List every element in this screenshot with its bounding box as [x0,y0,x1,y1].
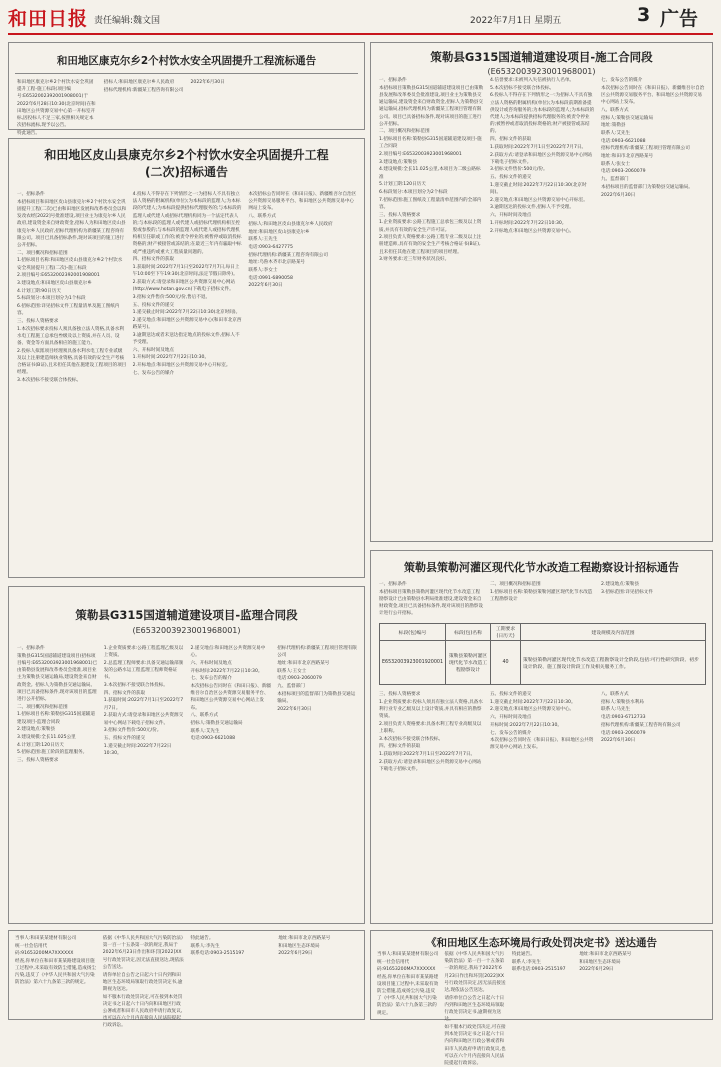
paragraph: 1.企业资质要求:公路工程监理乙级及以上资质。 [103,646,184,659]
paragraph: 本招标项目的监督部门为策勒县交通运输局。 [601,184,693,190]
header-rule [8,33,713,35]
paragraph: 三、投标人资格要求 [17,758,59,764]
text-column [579,951,640,1019]
paragraph: 特此通告。 [17,130,40,136]
paragraph: 3.招标文件售价:500元/份。 [103,728,162,734]
paragraph: 四、招标文件的获取 [103,690,146,696]
paragraph: 2022年6月29日 [579,967,614,973]
table-header: 工期要求(日历天) [491,624,521,641]
text-column [133,191,243,575]
paragraph: 招标人:和田地区康克尔乡人民政府 [103,80,175,85]
paragraph: 6.招标范围:详见招标文件工程量清单及施工图纸内容。 [17,304,120,317]
paragraph: 2.获取方式:请登录和田地区公共资源交易中心网站(http://www.hotan.gov.cn)下载电子招标文件。 [132,279,236,293]
text-column [444,951,506,1067]
notice-body [379,77,706,539]
paragraph: 5.计划工期:120日历天 [379,182,426,188]
notice-title: 和田地区皮山县康克尔乡2个村饮水安全巩固提升工程(二次)招标通告 [44,148,329,179]
paragraph: 2.递交地点:和田地区公共资源交易中心。 [490,707,575,713]
paragraph: 七、发布公告的媒介 [601,78,643,83]
paragraph: 3.招标文件售价:500元/份。 [490,167,548,173]
paragraph: 4.计划工期:120日历天 [17,742,64,748]
notice-body [377,951,708,1067]
editor-credit: 责任编辑:魏文国 [94,16,161,26]
text-column [277,645,358,921]
notice-body [17,79,358,136]
table-cell: 40 [491,641,521,685]
paragraph: 1.企业资质要求:投标人须具有独立法人资格,具备水利行业专业乙级及以上设计资质,并具有相应的勘察资质。 [379,699,483,720]
paragraph: 2022年6月30日 [601,738,636,744]
title-rule [15,73,358,74]
paragraph: 联系人:艾先生 [190,728,220,734]
paragraph: 1.招标项目名称:策勒县策勒河灌区现代化节水改造工程勘察设计 [490,589,593,602]
notice-water-tender [8,138,365,578]
paragraph: 九、监督部门 [277,684,305,690]
paragraph: 依据《中华人民共和国大气污染防治法》第一百一十五条第一款的规定,我局于2022年6月23日作出和环罚[2022]XX号行政处罚决定,因无法直接送达,现依法公告送达。 [102,936,184,970]
paragraph: 2.项目编号:E6532003923001968001 [379,152,462,158]
paragraph: 联系人:李女士 [248,268,278,274]
paragraph: 招标人:策勒县水利局 [601,699,644,705]
paragraph: 本招标项目策勒县策勒河灌区现代化节水改造工程勘察设计已由策勒县水利局批准建设,建设资金来自财政资金,项目已具备招标条件,现对该项目的勘察设计进行公开招标。 [379,589,483,617]
paragraph: 电话:0903-6427775 [248,244,293,250]
notice-title: 策勒县策勒河灌区现代化节水改造工程勘察设计招标通告 [404,561,679,574]
paragraph: 电话:0903-2060079 [601,730,646,736]
text-column [191,645,272,921]
text-column [490,581,595,621]
paragraph: 1.招标项目名称:和田地区皮山县康克尔乡2个村饮水安全巩固提升工程(二次)-施工标段 [17,258,123,271]
paragraph: 2.开标地点:和田地区公共资源交易中心开标室。 [132,363,231,369]
text-column [17,79,98,136]
paragraph: 4.信誉要求:未被列入失信被执行人名单。 [490,78,575,83]
notice-title: 策勒县G315国道辅道建设项目-施工合同段 [430,50,653,64]
paragraph: 六、开标时间及地点 [490,213,532,219]
issue-date: 2022年7月1日 星期五 [470,16,562,26]
notice-g315-supervision [8,586,365,924]
paragraph: 开标时间:2022年7月22日10:30。 [190,668,263,674]
paragraph: 地址:乌鲁木齐市北京路某号 [248,260,306,266]
paragraph: 电话:0903-6712733 [601,715,646,721]
paragraph: 地址:策勒县 [601,123,626,129]
notice-title: 和田地区康克尔乡2个村饮水安全巩固提升工程流标通告 [56,55,317,67]
paragraph: 六、开标时间及地点 [490,715,532,721]
paragraph: 1.开标时间:2022年7月22日10:30。 [490,220,567,226]
notice-failed-bid [8,42,365,136]
paragraph: 1.获取时间:2022年7月1日至2022年7月7日,每日上午10:00至下午19:30(北京时间,法定节假日除外)。 [132,265,240,278]
text-column [17,191,127,575]
paragraph: 八、联系方式 [248,214,276,220]
paragraph: 五、投标文件的递交 [132,302,175,308]
text-column [278,935,360,1017]
paragraph: 本招标项目和田地区皮山县康克尔乡2个村饮水安全巩固提升工程(二次)已由和田地区发展和改革委员会以和发改农经[2022]号批准建设,项目业主为康克尔乡人民政府,建设资金来自财政资金,招标人为和田地区皮山县康克尔乡人民政府,招标代理机构为新疆某工程咨询有限公司。项目已具备招标条件,现对该项目的施工进行公开招标。 [17,199,127,248]
text-column [379,691,484,921]
paragraph: 招标代理机构:新疆某工程项目管理有限公司 [601,146,690,152]
paragraph: 2022年6月30日 [601,192,636,198]
paragraph: 2022年6月30日 [277,706,312,712]
paragraph: 联系电话:0903-2515197 [190,951,245,957]
paragraph: 和田地区生态环境局 [278,943,320,949]
paragraph: 三、投标人资格要求 [379,692,421,697]
paragraph: 八、联系方式 [601,107,629,113]
paragraph: 3.逾期送达或者未送达指定地点的投标文件,招标人不予受理。 [132,332,240,346]
paragraph: 联系人:马先生 [601,707,631,713]
paragraph: 一、招标条件 [379,582,407,587]
paragraph: 1.递交截止时间:2022年7月22日10:30(北京时间)。 [132,310,241,316]
paragraph: 九、监督部门 [601,177,629,183]
table-cell: 策勒县策勒河灌区现代化节水改造工程勘察设计全阶段,包括:可行性研究阶段、初步设计阶段、施工图设计阶段工作及相关服务工作。 [521,641,706,685]
table-header: 建设规模及内容范围 [521,624,706,641]
paragraph: 特此通告。 [190,936,214,941]
paragraph: 统一社会信用代码:91653200MA7XXXXXX [15,943,74,956]
text-column [490,77,595,539]
paragraph: 三、投标人资格要求 [17,318,59,324]
paragraph: 七、发布公告的媒介 [490,730,532,736]
page-header [0,0,721,34]
paragraph: 2.获取方式:请登录和田地区公共资源交易中心网站下载电子招标文件。 [490,152,593,165]
paragraph: 电话:0991-6890058 [248,275,293,281]
text-column [17,645,98,921]
paragraph: 3.本次招标不接受联合体投标。 [17,378,82,384]
paragraph: 二、项目概况和招标范围 [490,582,541,587]
text-column [377,951,438,1019]
paragraph: 联系人:李先生 [511,959,541,965]
paragraph: 联系人:王先生 [248,237,278,243]
paragraph: 招标人:策勒县交通运输局 [190,721,243,727]
paragraph: 统一社会信用代码:91653200MA7XXXXXX [377,959,436,972]
paragraph: 二、项目概况和招标范围 [17,250,68,256]
notice-body [17,645,358,921]
paragraph: 电话:0903-6621088 [190,736,236,742]
paragraph: 五、投标文件的递交 [103,735,146,741]
notice-subtitle: (E6532003923001968001) [132,626,241,635]
notice-penalty-delivery [370,930,713,1067]
paragraph: 如不服本行政处罚决定,可在接到本处罚决定书之日起六十日内向和田地区行政公署或者和田市人民政府申请行政复议,也可以在六个月内直接向人民法院提起行政诉讼。 [444,1025,506,1067]
paragraph: 当事人:和田某某建材有限公司 [377,952,439,957]
paragraph: 联系人:张女士 [601,161,631,167]
text-column [647,951,708,1019]
paragraph: 和田地区康克尔乡2个村饮水安全巩固提升工程-施工标段(项目编号:E6532002392001908001)于2022年6月28日10:30(北京时间)在和田地区公共资源交易中心第一开标室开标,因投标人不足三家,按照相关规定本次招标流标,现予以公告。 [17,80,96,129]
paragraph: 1.获取时间:2022年7月1日至2022年7月7日。 [103,698,184,711]
paragraph: 招标代理机构:新疆某工程咨询有限公司 [601,722,681,728]
paragraph: 1.获取时间:2022年7月1日至2022年7月7日。 [490,144,587,150]
paragraph: 策勒县G315国道辅道建设项目(招标项目编号:E6532003923001968001)已由策勒县发展和改革委员会批准,项目业主为策勒县交通运输局,建设资金来自财政资金。招标人为策勒县交通运输局。项目已具备招标条件,现对该项目的监理进行公开招标。 [17,653,98,702]
paragraph: 1.招标项目名称:策勒县G315国道辅道建设项目-监理合同段 [17,712,95,725]
notice-g315-construction [370,42,713,542]
text-column [248,191,358,575]
paragraph: 特此通告。 [511,952,535,957]
paragraph: 2.开标地点:和田地区公共资源交易中心。 [490,228,575,234]
section-name: 广告 [660,8,699,30]
paragraph: 1.企业资质要求:公路工程施工总承包三级及以上资质,并具有有效的安全生产许可证。 [379,220,482,233]
paragraph: 1.递交截止时间:2022年7月22日10:30。 [490,699,576,705]
paragraph: 八、联系方式 [190,713,219,719]
paragraph: 四、招标文件的获取 [132,257,175,263]
paragraph: 联系人:王女士 [277,668,307,674]
paragraph: 经查,你单位在和田市某某路建设项目施工过程中,未采取有效防尘措施,造成扬尘污染,违反了《中华人民共和国大气污染防治法》第六十九条第三款的规定。 [377,974,439,1016]
paragraph: 七、发布公告的媒介 [132,370,175,376]
paragraph: 地址:和田市北京西路某号 [601,154,654,160]
text-column [490,691,595,921]
text-column [191,79,272,127]
paragraph: 3.建设地点:和田地区皮山县康克尔乡 [17,280,92,286]
paragraph: 招标代理机构:新疆某工程咨询有限公司 [248,252,328,258]
paragraph: 3.财务要求:近三年财务状况良好。 [379,257,450,263]
paragraph: 6.标段划分:本项目划分为2个标段 [379,190,448,196]
paragraph: 1.递交截止时间:2022年7月22日10:30(北京时间)。 [490,182,587,196]
paragraph: 5.招标范围:施工阶段的监理服务。 [17,750,88,756]
paragraph: 招标人:和田地区皮山县康克尔乡人民政府 [248,221,333,227]
paragraph: 六、开标时间及地点 [190,660,232,666]
paragraph: 2.总监理工程师要求:具备交通运输部颁发的公路水运工程监理工程师资格证书。 [103,660,184,681]
paragraph: 八、联系方式 [601,692,629,697]
newspaper-logo: 和田日报 [8,8,89,30]
paragraph: 1.获取时间:2022年7月1日至2022年7月7日。 [379,752,476,758]
paragraph: 本次招标公告同时在《和田日报》、和田地区公共资源交易中心网站上发布。 [490,738,594,751]
page-number: 3 [637,4,651,26]
paragraph: 1.递交截止时间:2022年7月22日10:30。 [103,743,172,756]
notice-subtitle: (E6532003923001968001) [487,67,596,76]
paragraph: 如不服本行政处罚决定,可在接到本处罚决定书之日起六十日内向和田地区行政公署或者和田市人民政府申请行政复议,也可以在六个月内直接向人民法院提起行政诉讼。 [102,994,183,1029]
paragraph: 招标代理机构:新疆某工程咨询有限公司 [103,87,184,93]
paragraph: 6.投标人不得存在下列情形之一:为招标人不具有独立法人资格的附属机构(单位);为本标段前期准备提供设计或咨询服务的;为本标段的监理人;为本标段的代建人;为本标段提供招标代理服务的;被责令停业的;被暂停或者取消投标资格的;财产被接管或冻结的。 [490,93,595,135]
paragraph: 2022年6月30日 [248,283,283,289]
paragraph: 本次招标公告同时在《和田日报》、新疆维吾尔自治区公共资源交易服务平台、和田地区公共资源交易中心网站上发布。 [248,192,357,212]
paragraph: 电话:0903-2060079 [277,676,322,682]
notice-body-top [379,581,706,621]
paragraph: 2.递交地点:和田地区公共资源交易中心开标室。 [490,197,588,203]
notice-title: 策勒县G315国道辅道建设项目-监理合同段 [75,608,298,622]
paragraph: 2.递交地点:和田地区公共资源交易中心(和田市北京西路某号)。 [132,317,242,331]
paragraph: 2.获取方式:请登录和田地区公共资源交易中心网站下载电子招标文件。 [379,759,482,773]
paragraph: 2.建设地点:策勒县 [601,582,640,587]
paragraph: 请你单位自公告之日起六十日内到和田地区生态环境局领取行政处罚决定书,逾期视为送达。 [444,995,505,1023]
text-column [15,935,97,1017]
paragraph: 和田地区生态环境局 [579,959,621,965]
paragraph: 地址:和田地区皮山县康克尔乡 [248,229,310,235]
paragraph: 请你单位自公告之日起六十日内到和田地区生态环境局领取行政处罚决定书,逾期视为送达。 [102,972,183,992]
paragraph: 1.本次招标要求投标人须具备独立法人资格,具备水利水电工程施工总承包叁级及以上资质,并在人员、设备、资金等方面具备相应的施工能力。 [17,326,124,347]
paragraph: 2.递交地点:和田地区公共资源交易中心。 [190,646,266,659]
paragraph: 2.建设地点:策勒县 [17,727,56,733]
table-header: 标段(包)编号 [380,624,446,641]
paragraph: 3.逾期送达的投标文件,招标人不予受理。 [490,205,574,211]
paragraph: 地址:和田市北京西路某号 [277,660,330,666]
notice-irrigation-design [370,550,713,924]
paragraph: 3.本次招标不接受联合体投标。 [103,683,168,689]
paragraph: 招标人:策勒县交通运输局 [601,115,654,121]
paragraph: 五、投标文件的递交 [490,692,532,697]
paragraph: 7.招标范围:施工图纸及工程量清单范围内的全部内容。 [379,197,482,210]
paragraph: 地址:和田市北京西路某号 [278,936,331,941]
notice-title: 《和田地区生态环境局行政处罚决定书》送达通告 [426,937,657,949]
paragraph: 联系人:艾先生 [601,130,631,136]
text-column [601,691,706,921]
paragraph: 当事人:和田某某建材有限公司 [15,936,77,941]
table-cell: E6532003923001920001 [380,641,446,685]
paragraph: 2.项目编号:E6532002392001908001 [17,273,100,279]
text-column [601,77,706,539]
paragraph: 一、招标条件 [17,646,45,651]
paragraph: 电话:0903-2060079 [601,169,646,175]
paragraph: 4.建设规模:全长11.025公里,本项目为二级公路标准 [379,167,481,180]
paragraph: 联系电话:0903-2515197 [511,967,566,973]
paragraph: 2.投标人拟派项目经理须具备水利水电工程专业贰级及以上注册建造师执业资格,具备有效的安全生产考核合格证书(B证),且未担任其他在施建设工程项目的项目经理。 [17,348,127,376]
paragraph: 地址:和田市北京西路某号 [579,952,632,957]
bid-section-table [379,623,706,685]
paragraph: 一、招标条件 [17,192,45,197]
notice-body [15,935,360,1029]
paragraph: 3.招标范围:详见招标文件 [601,589,653,595]
text-column [277,79,358,127]
paragraph: 本招标项目策勒县G315国道辅道建设项目已由策勒县发展和改革委员会批准建设,项目业主为策勒县交通运输局,建设资金来自财政资金,招标人为策勒县交通运输局,招标代理机构为新疆某工程项目管理有限公司。项目已具备招标条件,现对该项目的施工进行公开招标。 [379,85,484,127]
paragraph: 本招标项目的监督部门为策勒县交通运输局。 [277,691,356,704]
paragraph: 二、项目概况和招标范围 [17,704,68,710]
table-cell: 策勒县策勒河灌区现代化节水改造工程勘察设计 [446,641,491,685]
paragraph: 1.招标项目名称:策勒县G315国道辅道建设项目-施工合同段 [379,137,482,150]
paragraph: 四、招标文件的获取 [379,744,421,750]
paragraph: 本次招标公告同时在《和田日报》、新疆维吾尔自治区公共资源交易服务平台、和田地区公共资源交易中心网站上发布。 [601,85,705,106]
paragraph: 2022年6月30日 [190,80,225,85]
paragraph: 2.项目负责人资格要求:公路工程专业二级及以上注册建造师,具有有效的安全生产考核合格证书(B证),且未担任其他在建工程项目的项目经理。 [379,235,482,255]
paragraph: 4.计划工期:90日历天 [17,288,61,294]
table-header: 标段(包)名称 [446,624,491,641]
text-column [379,581,484,621]
paragraph: 经查,你单位在和田市某某路建设项目施工过程中,未采取有效防尘措施,造成扬尘污染,违反了《中华人民共和国大气污染防治法》第六十九条第三款的规定。 [15,958,97,986]
notice-body-bottom [379,691,706,921]
paragraph: 3.建设地点:策勒县 [379,159,418,165]
text-column [601,581,706,621]
paragraph: 2.项目负责人资格要求:具备水利工程专业高级及以上职称。 [379,721,482,735]
paragraph: 电话:0903-6621088 [601,138,646,144]
paragraph: 联系人:李先生 [190,943,220,949]
paragraph: 一、招标条件 [379,78,407,83]
paragraph: 二、项目概况和招标范围 [379,129,430,135]
paragraph: 三、投标人资格要求 [379,212,421,218]
paragraph: 5.本次招标不接受联合体投标。 [490,85,555,91]
text-column [104,79,185,127]
text-column [104,645,185,921]
paragraph: 五、投标文件的递交 [490,175,532,181]
text-column [512,951,573,1019]
paragraph: 七、发布公告的媒介 [190,676,232,682]
notice-body [17,191,358,575]
paragraph: 3.本次招标不接受联合体投标。 [379,736,444,742]
paragraph: 招标代理机构:新疆某工程项目管理有限公司 [277,646,357,659]
paragraph: 3.招标文件售价:500元/份,售后不退。 [132,294,211,300]
text-column [102,935,185,1029]
paragraph: 本次招标公告同时在《和田日报》、新疆维吾尔自治区公共资源交易服务平台、和田地区公共资源交易中心网站上发布。 [190,684,271,711]
paragraph: 依据《中华人民共和国大气污染防治法》第一百一十五条第一款的规定,我局于2022年6月23日作出和环罚[2022]XX号行政处罚决定,因无法直接送达,现依法公告送达。 [444,952,506,994]
paragraph: 2022年6月29日 [278,951,313,957]
paragraph: 六、开标时间及地点 [132,347,175,353]
paragraph: 2.获取方式:请登录和田地区公共资源交易中心网站下载电子招标文件。 [103,713,184,726]
text-column [379,77,484,539]
text-column [191,935,273,1017]
table-row [380,641,706,685]
paragraph: 5.标段划分:本项目划分为1个标段 [17,296,86,302]
paragraph: 四、招标文件的获取 [490,137,532,143]
paragraph: 开标时间:2022年7月22日10:30。 [490,722,562,728]
paragraph: 4.投标人不得存在下列情形之一:为招标人不具有独立法人资格的附属机构(单位);为本标段的监理人;为本标段的代建人;为本标段提供招标代理服务的;与本标段的监理人或代建人或招标代理机构同为一个法定代表人的;与本标段的监理人或代建人或招标代理机构相互控股或参股的;与本标段的监理人或代建人或招标代理机构相互任职或工作的;被责令停业的;被暂停或取消投标资格的;财产被接管或冻结的;在最近三年内有骗取中标或严重违约或重大工程质量问题的。 [132,192,242,255]
paragraph: 1.开标时间:2022年7月22日10:30。 [132,355,210,361]
paragraph: 3.建设规模:全长11.025公里 [17,734,76,740]
notice-penalty-continued [8,930,365,1029]
